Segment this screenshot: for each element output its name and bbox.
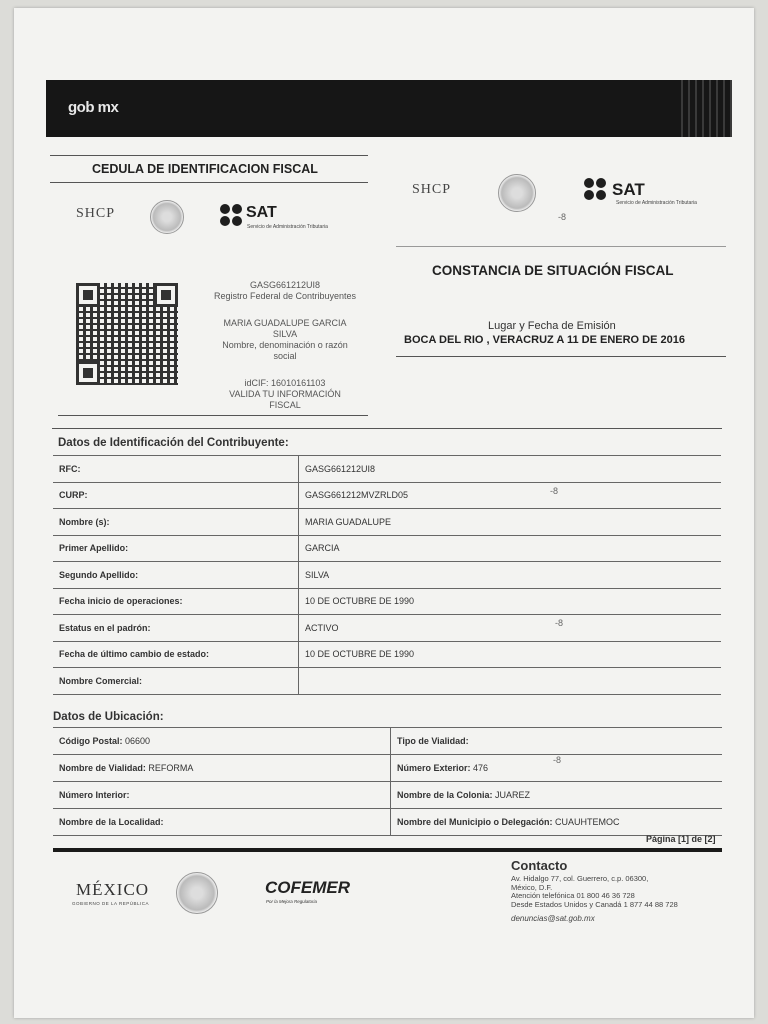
phone-line: Atención telefónica 01 800 46 36 728: [511, 891, 635, 900]
cell-value: CUAUHTEMOC: [555, 817, 620, 827]
table-row: [53, 615, 721, 642]
cell-value: REFORMA: [148, 763, 194, 773]
gob-header-bar: [46, 80, 732, 137]
table-row: [53, 755, 722, 782]
valida-line2: FISCAL: [269, 400, 301, 410]
qr-code: [76, 283, 178, 385]
rfc-block: [200, 280, 370, 302]
gob-mx-logo: gob mx: [68, 99, 119, 116]
row-label: Segundo Apellido:: [53, 562, 299, 589]
row-value: [299, 668, 722, 695]
row-value: GASG661212MVZRLD05: [299, 482, 722, 509]
cell-label: Nombre del Municipio o Delegación:: [397, 817, 553, 827]
header-stripes: [676, 80, 732, 137]
row-value: GASG661212UI8: [299, 456, 722, 483]
location-cell: [53, 755, 391, 782]
identificacion-table: [53, 455, 721, 695]
cedula-title: CEDULA DE IDENTIFICACION FISCAL: [92, 162, 318, 176]
row-label: RFC:: [53, 456, 299, 483]
cofemer-logo: COFEMER: [265, 878, 350, 897]
divider: [396, 246, 726, 247]
divider: [58, 415, 368, 416]
row-value: ACTIVO: [299, 615, 722, 642]
cell-label: Tipo de Vialidad:: [397, 736, 469, 746]
location-cell: [53, 782, 391, 809]
sat-logo-sub: Servicio de Administración Tributaria: [247, 224, 328, 230]
contact-address: [511, 875, 678, 909]
contacto-title: Contacto: [511, 858, 568, 873]
lugar-value: BOCA DEL RIO , VERACRUZ A 11 DE ENERO DE 2016: [404, 334, 685, 346]
cell-value: JUAREZ: [495, 790, 531, 800]
cell-value: 06600: [125, 736, 151, 746]
row-value: SILVA: [299, 562, 722, 589]
table-row: [53, 668, 721, 695]
row-label: Fecha inicio de operaciones:: [53, 588, 299, 615]
table-row: [53, 482, 721, 509]
location-cell: [53, 728, 391, 755]
row-value: MARIA GUADALUPE: [299, 509, 722, 536]
divider: [396, 356, 726, 357]
row-value: 10 DE OCTUBRE DE 1990: [299, 588, 722, 615]
shcp-logo: SHCP: [412, 182, 452, 197]
sat-logo-sub: Servicio de Administración Tributaria: [616, 200, 697, 206]
handwritten-mark: -8: [558, 212, 567, 222]
row-label: Primer Apellido:: [53, 535, 299, 562]
location-cell: [391, 728, 723, 755]
location-cell: [391, 782, 723, 809]
divider: [50, 155, 368, 156]
handwritten-mark: -8: [553, 755, 562, 765]
lugar-label: Lugar y Fecha de Emisión: [488, 320, 616, 332]
name-line2: SILVA: [272, 329, 298, 339]
idcif: idCIF: 16010161103: [244, 378, 326, 388]
table-row: [53, 809, 722, 836]
cell-label: Número Exterior:: [397, 763, 471, 773]
sat-logo-text: SAT: [246, 204, 277, 221]
seal-icon: [150, 200, 184, 234]
row-value: 10 DE OCTUBRE DE 1990: [299, 641, 722, 668]
shcp-logo: SHCP: [76, 206, 116, 221]
mexico-logo: MÉXICO: [76, 880, 150, 899]
name-block: [200, 318, 370, 362]
seal-icon: [176, 872, 218, 914]
handwritten-mark: -8: [550, 486, 559, 496]
ubicacion-title: Datos de Ubicación:: [53, 711, 164, 723]
qr-finder: [76, 361, 100, 385]
cell-label: Nombre de Vialidad:: [59, 763, 146, 773]
row-label: Nombre Comercial:: [53, 668, 299, 695]
valida-line1: VALIDA TU INFORMACIÓN: [229, 389, 341, 399]
name-line1: MARIA GUADALUPE GARCIA: [223, 318, 347, 328]
sat-logo-icon: [584, 178, 606, 200]
idcif-block: [200, 378, 370, 411]
location-cell: [53, 809, 391, 836]
seal-icon: [498, 174, 536, 212]
constancia-title: CONSTANCIA DE SITUACIÓN FISCAL: [432, 263, 674, 278]
table-row: [53, 562, 721, 589]
table-row: [53, 588, 721, 615]
location-cell: [391, 809, 723, 836]
row-label: Nombre (s):: [53, 509, 299, 536]
footer-bar: [53, 848, 722, 852]
sat-logo-text: SAT: [612, 180, 645, 199]
table-row: [53, 456, 721, 483]
name-label2: social: [273, 351, 297, 361]
cell-label: Código Postal:: [59, 736, 123, 746]
row-label: Fecha de último cambio de estado:: [53, 641, 299, 668]
name-label1: Nombre, denominación o razón: [222, 340, 348, 350]
cell-label: Nombre de la Colonia:: [397, 790, 493, 800]
qr-finder: [76, 283, 100, 307]
cell-value: 476: [473, 763, 489, 773]
row-value: GARCIA: [299, 535, 722, 562]
rfc-label: Registro Federal de Contribuyentes: [213, 291, 357, 301]
identificacion-title: Datos de Identificación del Contribuyente:: [58, 437, 289, 449]
row-label: CURP:: [53, 482, 299, 509]
divider: [52, 428, 722, 429]
table-row: [53, 535, 721, 562]
mexico-logo-sub: GOBIERNO DE LA REPÚBLICA: [72, 901, 150, 906]
table-row: [53, 728, 722, 755]
cell-label: Número Interior:: [59, 790, 130, 800]
cofemer-logo-sub: Por la Mejora Regulatoria: [266, 899, 318, 904]
divider: [50, 182, 368, 183]
sat-logo-icon: [220, 204, 242, 226]
ubicacion-table: [53, 727, 722, 836]
contact-email[interactable]: denuncias@sat.gob.mx: [511, 914, 595, 923]
table-row: [53, 641, 721, 668]
rfc-value: GASG661212UI8: [249, 280, 321, 290]
page-number: Página [1] de [2]: [646, 834, 716, 844]
phone-line: Desde Estados Unidos y Canadá 1 877 44 88 728: [511, 899, 678, 909]
qr-finder: [154, 283, 178, 307]
table-row: [53, 782, 722, 809]
row-label: Estatus en el padrón:: [53, 615, 299, 642]
table-row: [53, 509, 721, 536]
handwritten-mark: -8: [555, 618, 564, 628]
address-line: México, D.F.: [511, 882, 553, 892]
cell-label: Nombre de la Localidad:: [59, 817, 164, 827]
address-line: Av. Hidalgo 77, col. Guerrero, c.p. 06300,: [511, 874, 649, 883]
